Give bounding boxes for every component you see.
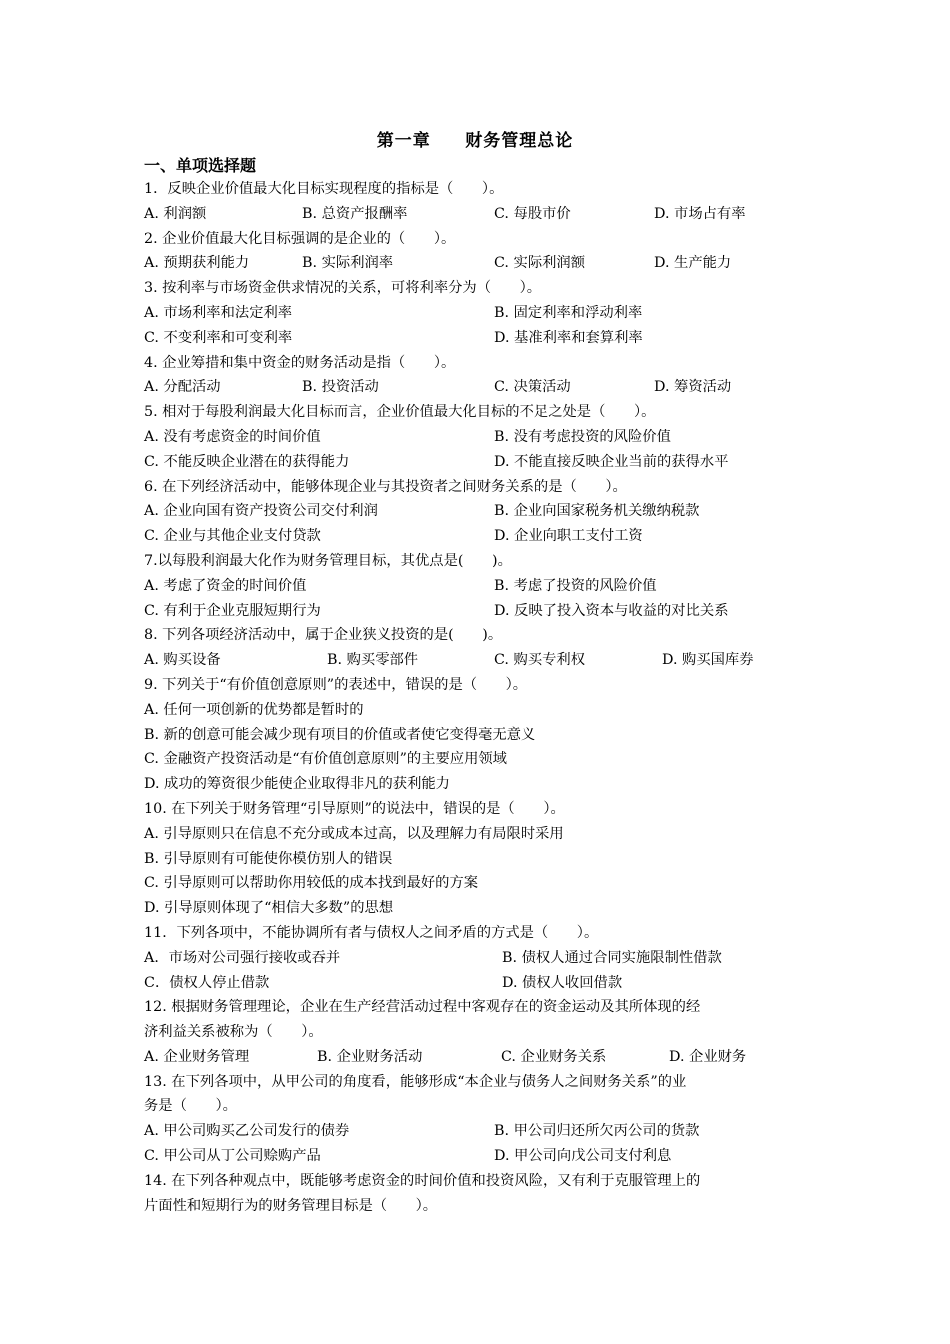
- option-b: B. 甲公司归还所欠丙公司的货款: [494, 1123, 700, 1140]
- question-stem: 11．下列各项中，不能协调所有者与债权人之间矛盾的方式是（ ）。: [144, 924, 599, 941]
- option-row: [144, 971, 814, 996]
- option-c: C. 企业与其他企业支付贷款: [144, 528, 321, 545]
- chapter-number: 第一章: [376, 131, 431, 151]
- question-item: [144, 1070, 814, 1169]
- option-row: [144, 450, 814, 475]
- question-stem: 济利益关系被称为（ ）。: [144, 1024, 323, 1041]
- option-row: [144, 1119, 814, 1144]
- question-item: [144, 475, 814, 549]
- chapter-name: 财务管理总论: [465, 131, 574, 151]
- option-b: B. 债权人通过合同实施限制性借款: [502, 949, 722, 966]
- option-d: D. 基准利率和套算利率: [494, 329, 643, 346]
- option-row: [144, 1144, 814, 1169]
- option-row: [144, 425, 814, 450]
- option-b: B. 实际利润率: [302, 255, 394, 272]
- option-row: [144, 251, 814, 276]
- question-item: [144, 177, 814, 227]
- question-stem: 片面性和短期行为的财务管理目标是（ ）。: [144, 1197, 438, 1214]
- option-c: C. 不能反映企业潜在的获得能力: [144, 453, 350, 470]
- option-d: D. 筹资活动: [654, 379, 732, 396]
- question-stem: 13. 在下列各项中，从甲公司的角度看，能够形成“本企业与债务人之间财务关系”的业: [144, 1073, 687, 1090]
- option-c: C. 引导原则可以帮助你用较低的成本找到最好的方案: [144, 875, 479, 892]
- question-item: [144, 995, 814, 1069]
- option-c: C. 有利于企业克服短期行为: [144, 602, 321, 619]
- option-a: A. 没有考虑资金的时间价值: [144, 428, 321, 445]
- question-item: [144, 549, 814, 623]
- option-b: B. 考虑了投资的风险价值: [494, 577, 657, 594]
- question-stem: 9. 下列关于“有价值创意原则”的表述中，错误的是（ ）。: [144, 676, 528, 693]
- option-row: [144, 524, 814, 549]
- question-stem: 14. 在下列各种观点中，既能够考虑资金的时间价值和投资风险，又有利于克服管理上的: [144, 1172, 701, 1189]
- option-b: B. 投资活动: [302, 379, 379, 396]
- option-c: C. 金融资产投资活动是“有价值创意原则”的主要应用领域: [144, 751, 507, 768]
- option-d: D. 市场占有率: [654, 205, 746, 222]
- option-d: D. 引导原则体现了“相信大多数”的思想: [144, 900, 394, 917]
- option-d: D. 企业财务: [669, 1048, 747, 1065]
- question-list: [144, 177, 814, 1218]
- option-c: C. 每股市价: [494, 205, 571, 222]
- option-c: C. 不变利率和可变利率: [144, 329, 293, 346]
- option-c: C．债权人停止借款: [144, 974, 270, 991]
- option-a: A. 分配活动: [144, 379, 221, 396]
- question-stem: 5. 相对于每股利润最大化目标而言，企业价值最大化目标的不足之处是（ ）。: [144, 404, 656, 421]
- option-b: B. 购买零部件: [327, 652, 419, 669]
- option-b: B. 引导原则有可能使你模仿别人的错误: [144, 850, 393, 867]
- option-a: A. 考虑了资金的时间价值: [144, 577, 307, 594]
- option-a: A. 任何一项创新的优势都是暂时的: [144, 701, 364, 718]
- option-row: [144, 599, 814, 624]
- section-title: 一、单项选择题: [144, 156, 257, 175]
- option-row: [144, 375, 814, 400]
- option-b: B. 新的创意可能会减少现有项目的价值或者使它变得毫无意义: [144, 726, 536, 743]
- option-b: B. 企业财务活动: [317, 1048, 423, 1065]
- question-item: [144, 673, 814, 797]
- question-stem: 12. 根据财务管理理论，企业在生产经营活动过程中客观存在的资金运动及其所体现的经: [144, 999, 701, 1016]
- option-a: A. 企业向国有资产投资公司交付利润: [144, 503, 378, 520]
- question-stem: 3. 按利率与市场资金供求情况的关系，可将利率分为（ ）。: [144, 280, 542, 297]
- option-a: A. 购买设备: [144, 652, 221, 669]
- question-item: [144, 921, 814, 995]
- option-row: [144, 648, 814, 673]
- option-a: A. 甲公司购买乙公司发行的债券: [144, 1123, 350, 1140]
- option-row: [144, 574, 814, 599]
- question-item: [144, 623, 814, 673]
- question-item: [144, 400, 814, 474]
- question-stem: 7.以每股利润最大化作为财务管理目标，其优点是( )。: [144, 552, 512, 569]
- option-a: A．市场对公司强行接收或吞并: [144, 949, 341, 966]
- option-a: A. 引导原则只在信息不充分或成本过高，以及理解力有局限时采用: [144, 825, 564, 842]
- question-stem: 8. 下列各项经济活动中，属于企业狭义投资的是( )。: [144, 627, 503, 644]
- option-c: C. 决策活动: [494, 379, 571, 396]
- question-stem: 务是（ ）。: [144, 1098, 237, 1115]
- option-a: A. 利润额: [144, 205, 207, 222]
- option-d: D. 反映了投入资本与收益的对比关系: [494, 602, 729, 619]
- option-d: D. 不能直接反映企业当前的获得水平: [494, 453, 729, 470]
- option-row: [144, 202, 814, 227]
- question-stem: 1．反映企业价值最大化目标实现程度的指标是（ ）。: [144, 181, 504, 197]
- option-c: C. 购买专利权: [494, 652, 586, 669]
- question-item: [144, 276, 814, 350]
- option-b: B. 没有考虑投资的风险价值: [494, 428, 671, 445]
- option-d: D. 成功的筹资很少能使企业取得非凡的获利能力: [144, 776, 450, 793]
- option-c: C. 企业财务关系: [501, 1048, 607, 1065]
- option-row: [144, 499, 814, 524]
- question-stem: 2. 企业价值最大化目标强调的是企业的（ ）。: [144, 230, 456, 247]
- question-item: [144, 797, 814, 921]
- option-d: D. 购买国库券: [662, 652, 754, 669]
- question-item: [144, 227, 814, 277]
- option-b: B. 企业向国家税务机关缴纳税款: [494, 503, 700, 520]
- question-item: [144, 351, 814, 401]
- option-d: D. 甲公司向戊公司支付利息: [494, 1148, 672, 1165]
- option-d: D. 企业向职工支付工资: [494, 528, 643, 545]
- option-row: [144, 946, 814, 971]
- option-a: A. 企业财务管理: [144, 1048, 250, 1065]
- question-stem: 4. 企业筹措和集中资金的财务活动是指（ ）。: [144, 354, 456, 371]
- option-a: A. 市场利率和法定利率: [144, 304, 293, 321]
- option-row: [144, 301, 814, 326]
- option-d: D. 生产能力: [654, 255, 732, 272]
- option-row: [144, 1045, 814, 1070]
- option-d: D. 债权人收回借款: [502, 974, 623, 991]
- option-a: A. 预期获利能力: [144, 255, 250, 272]
- option-b: B. 固定利率和浮动利率: [494, 304, 643, 321]
- question-stem: 6. 在下列经济活动中，能够体现企业与其投资者之间财务关系的是（ ）。: [144, 478, 627, 495]
- option-c: C. 实际利润额: [494, 255, 586, 272]
- option-c: C. 甲公司从丁公司赊购产品: [144, 1148, 321, 1165]
- chapter-title: [0, 126, 950, 151]
- question-stem: 10. 在下列关于财务管理“引导原则”的说法中，错误的是（ ）。: [144, 800, 565, 817]
- option-row: [144, 326, 814, 351]
- option-b: B. 总资产报酬率: [302, 205, 408, 222]
- question-item: [144, 1169, 814, 1219]
